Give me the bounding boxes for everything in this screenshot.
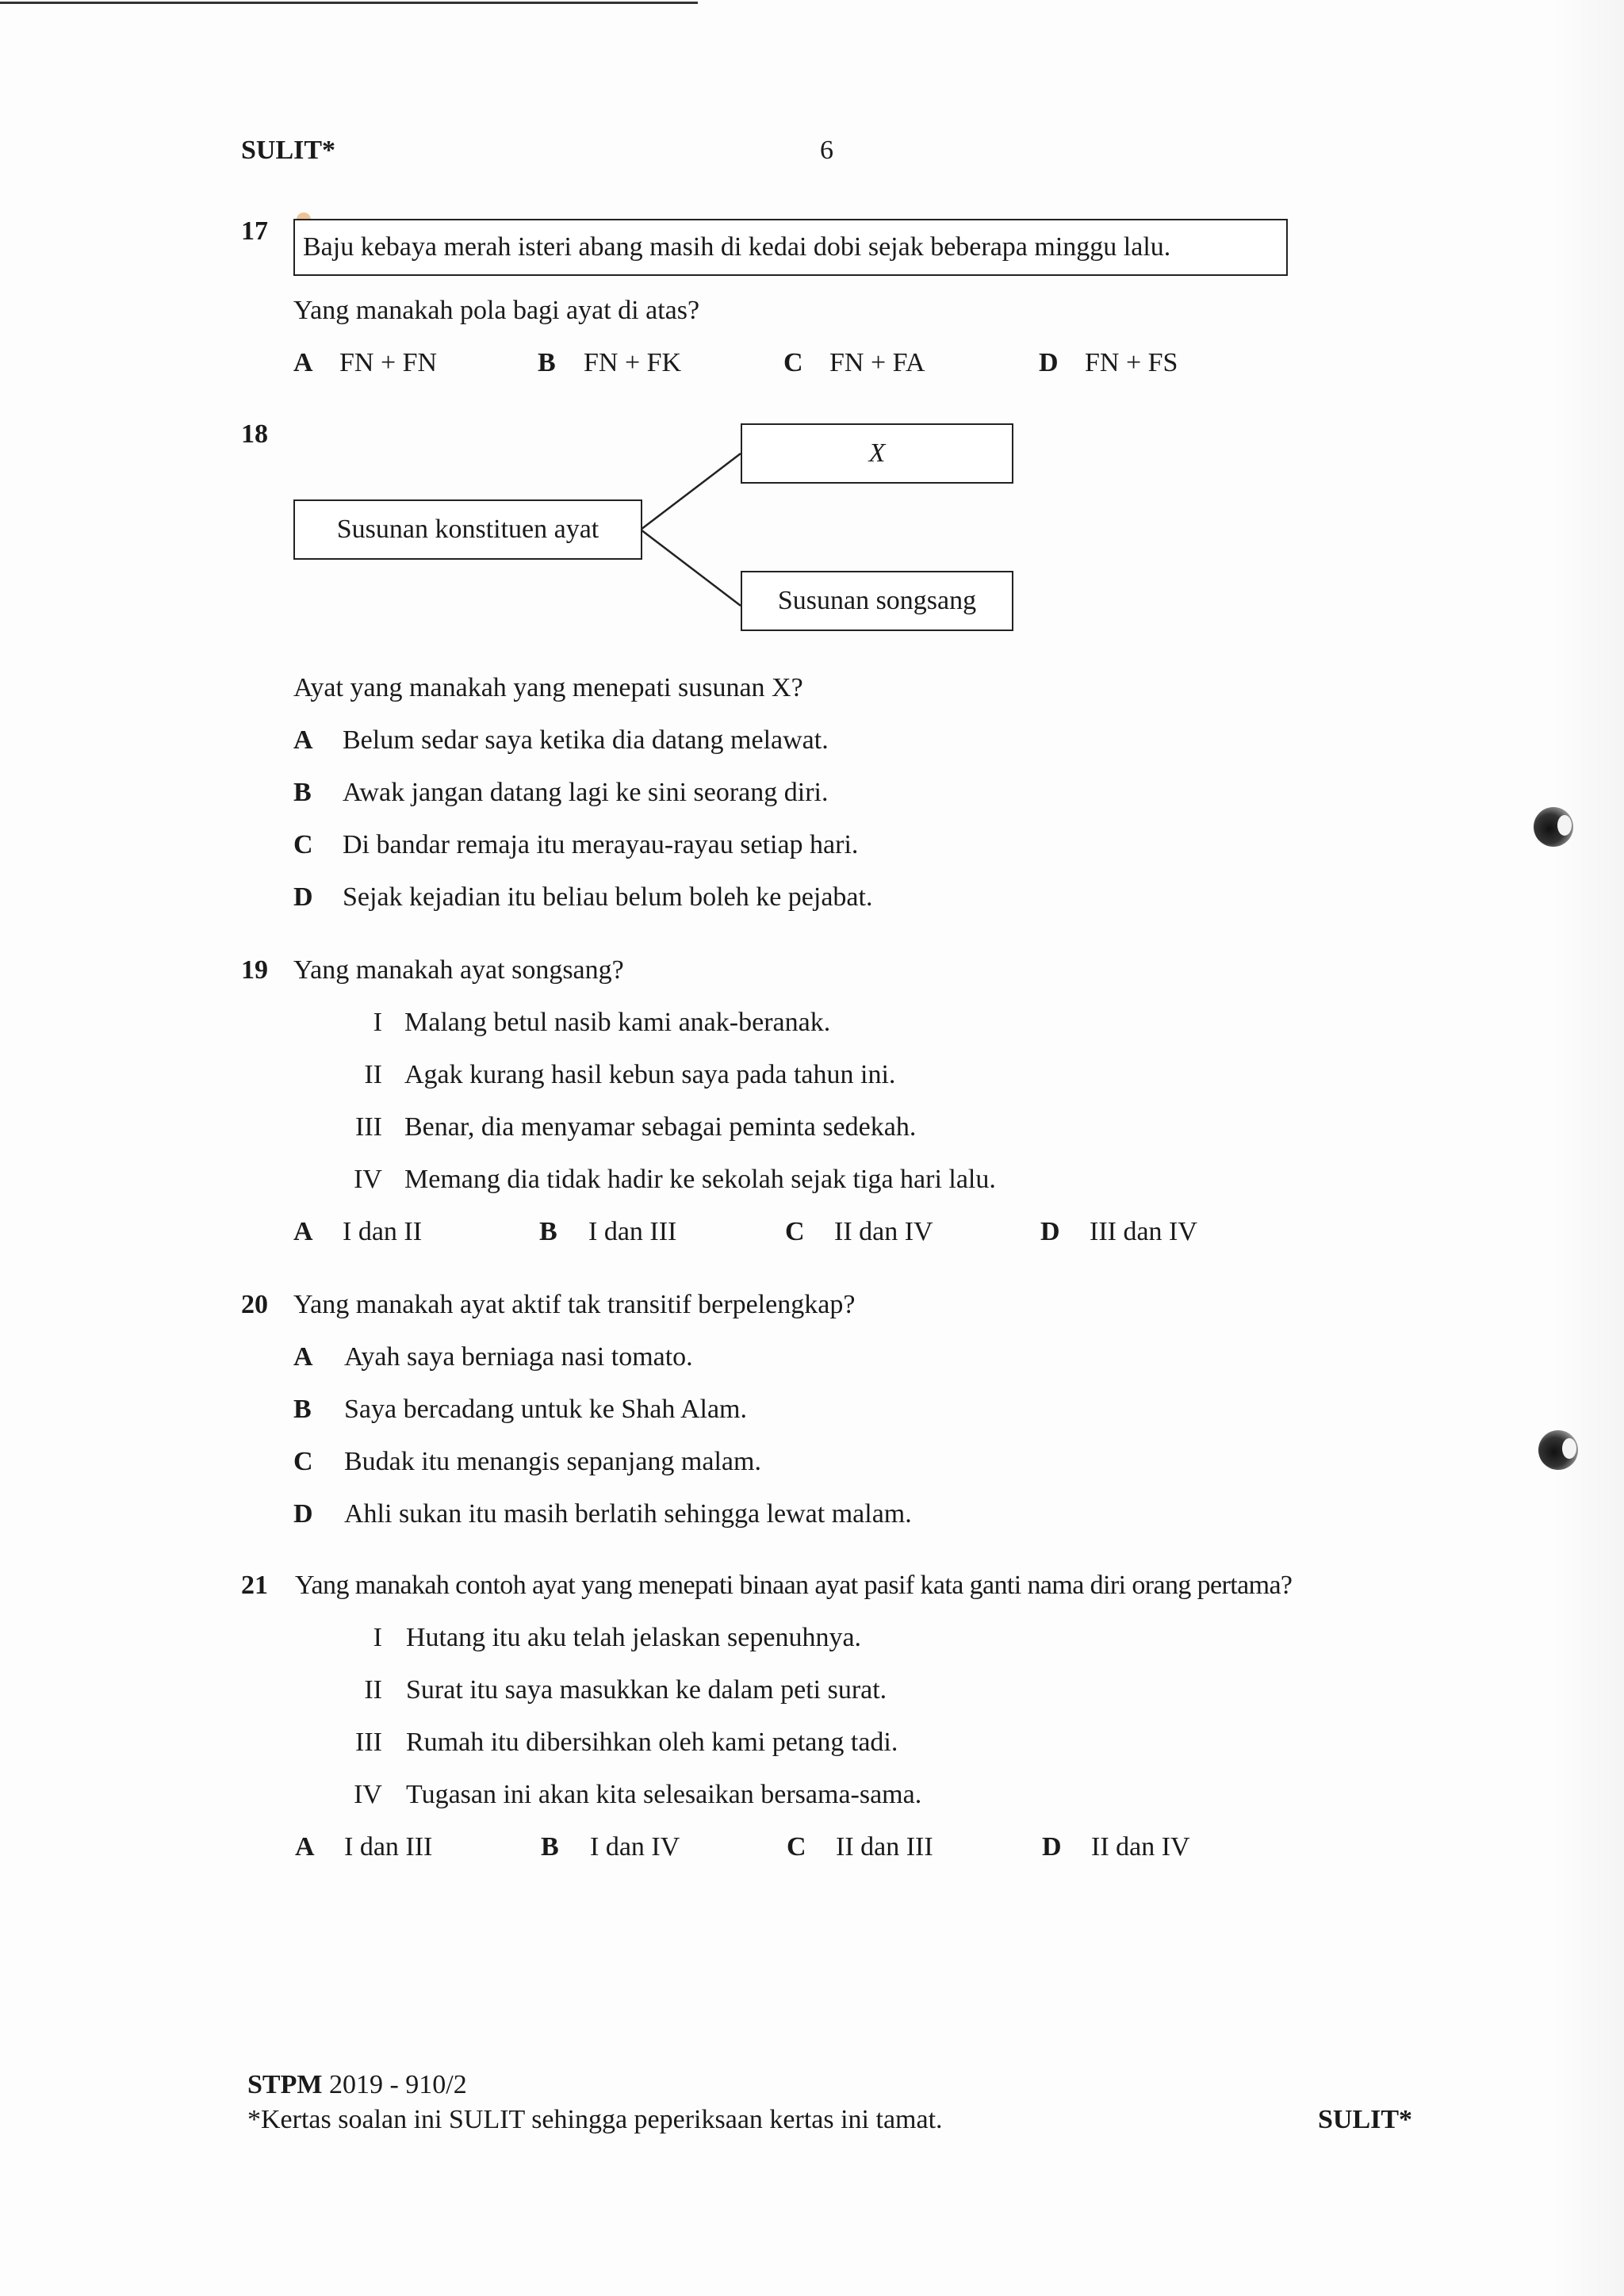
q19-question: Yang manakah ayat songsang?: [293, 955, 624, 985]
q19-numeral-4: IV: [354, 1165, 382, 1194]
q19-statement-3: Benar, dia menyamar sebagai peminta sedekah.: [404, 1112, 917, 1142]
q18-root-box: [293, 499, 642, 560]
q19-numeral-1: I: [373, 1008, 382, 1037]
q18-branch-songsang-box: [741, 571, 1013, 631]
footer-paper-code: 2019 - 910/2: [328, 2070, 467, 2099]
question-number-21: 21: [241, 1571, 268, 1600]
q20-question: Yang manakah ayat aktif tak transitif berpelengkap?: [293, 1290, 856, 1319]
page-number: 6: [820, 136, 833, 165]
q21-question: Yang manakah contoh ayat yang menepati binaan ayat pasif kata ganti nama diri orang pertama?: [295, 1571, 1293, 1600]
q21-statement-4: Tugasan ini akan kita selesaikan bersama-sama.: [406, 1780, 922, 1809]
q18-root-label: Susunan konstituen ayat: [336, 515, 599, 544]
q21-numeral-3: III: [355, 1728, 382, 1757]
q17-question: Yang manakah pola bagi ayat di atas?: [293, 296, 700, 325]
q18-question: Ayat yang manakah yang menepati susunan X?: [293, 673, 803, 702]
q21-numeral-1: I: [373, 1623, 382, 1652]
q18-branch-songsang-label: Susunan songsang: [777, 586, 977, 615]
q21-numeral-2: II: [364, 1675, 382, 1705]
q19-statement-1: Malang betul nasib kami anak-beranak.: [404, 1008, 831, 1037]
q21-numeral-4: IV: [354, 1780, 382, 1809]
q21-statement-1: Hutang itu aku telah jelaskan sepenuhnya.: [406, 1623, 862, 1652]
question-number-18: 18: [241, 419, 268, 449]
q19-numeral-2: II: [364, 1060, 382, 1089]
q19-statement-4: Memang dia tidak hadir ke sekolah sejak tiga hari lalu.: [404, 1165, 996, 1194]
q17-sentence: Baju kebaya merah isteri abang masih di kedai dobi sejak beberapa minggu lalu.: [303, 232, 1171, 262]
q19-numeral-3: III: [355, 1112, 382, 1142]
q18-branch-x-box: [741, 423, 1013, 484]
q18-branch-x-label: X: [868, 438, 886, 468]
footer-stpm: STPM: [247, 2070, 323, 2099]
q19-statement-2: Agak kurang hasil kebun saya pada tahun ini.: [404, 1060, 896, 1089]
footer-exam-code: [247, 2069, 467, 2101]
q21-statement-3: Rumah itu dibersihkan oleh kami petang tadi.: [406, 1728, 898, 1757]
punch-hole-top: [1534, 807, 1573, 847]
question-number-17: 17: [241, 216, 268, 246]
footer-confidential-note: *Kertas soalan ini SULIT sehingga peperiksaan kertas ini tamat.: [247, 2105, 943, 2134]
question-number-19: 19: [241, 955, 268, 985]
punch-hole-bottom: [1538, 1430, 1578, 1470]
question-number-20: 20: [241, 1290, 268, 1319]
exam-page: SULIT* 6 17 Baju kebaya merah isteri abang masih di kedai dobi sejak beberapa minggu lalu. Yang manakah pola bagi ayat di atas? A FN + FN B FN + FK C FN + FA D FN + FS 18 Susunan konstituen ayat X Susunan songsang Ayat yang manakah yang menepati susunan X? A Belum sedar saya ketika dia datang melawat. B Awak jangan datang lagi ke sini seorang diri. C Di bandar remaja itu merayau-rayau setiap hari. D Sejak kejadian itu beliau belum boleh ke pejabat. 19 Yang manakah ayat songsang? I Malang betul nasib kami anak-beranak. II Agak kurang hasil kebun saya pada tahun ini. III Benar, dia menyamar sebagai peminta sedekah. IV Memang dia tidak hadir ke sekolah sejak tiga hari lalu. A I dan II B I dan III C II dan IV D III dan IV 20 Yang manakah ayat aktif tak transitif berpelengkap? A Ayah saya berniaga nasi tomato. B Saya bercadang untuk ke Shah Alam. C Budak itu menangis sepanjang malam. D Ahli sukan itu masih berlatih sehingga lewat malam. 21 Yang manakah contoh ayat yang menepati binaan ayat pasif kata ganti nama diri orang pertama? I Hutang itu aku telah jelaskan sepenuhnya. II Surat itu saya masukkan ke dalam peti surat. III Rumah itu dibersihkan oleh kami petang tadi. IV Tugasan ini akan kita selesaikan bersama-sama. A I dan III B I dan IV C II dan III D II dan IV STPM 2019 - 910/2 *Kertas soalan ini SULIT sehingga peperiksaan kertas ini tamat. SULIT*: [0, 0, 1624, 2296]
footer-sulit: SULIT*: [1318, 2105, 1413, 2134]
header-sulit: SULIT*: [241, 136, 336, 165]
q21-statement-2: Surat itu saya masukkan ke dalam peti surat.: [406, 1675, 887, 1705]
